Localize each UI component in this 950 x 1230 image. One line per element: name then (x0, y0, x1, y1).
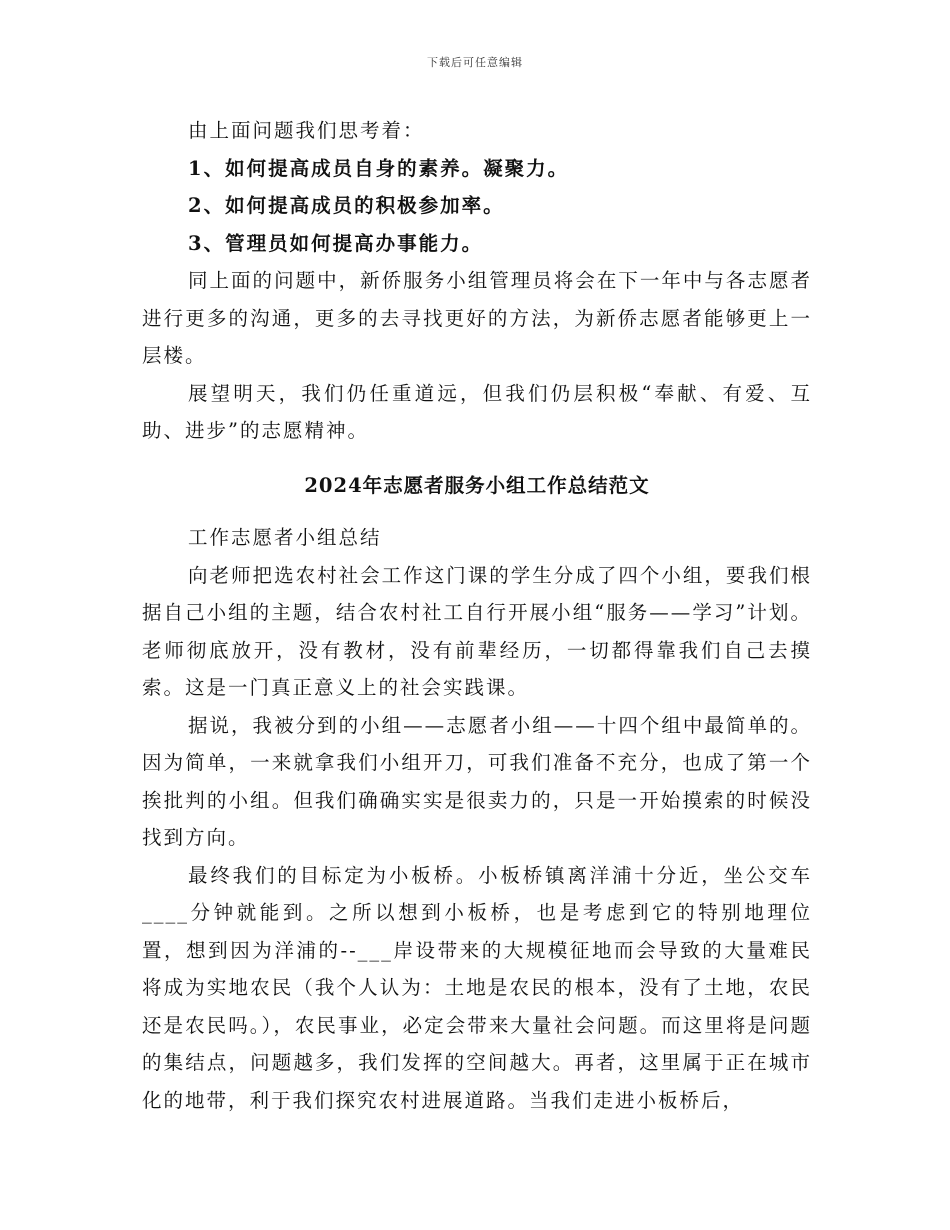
paragraph-intro: 由上面问题我们思考着： (188, 119, 425, 142)
page-header: 下载后可任意编辑 (427, 56, 523, 69)
list-item-3: 3、管理员如何提高办事能力。 (188, 231, 484, 255)
document-body (142, 112, 812, 1119)
section-title: 2024年志愿者服务小组工作总结范文 (304, 473, 650, 497)
paragraph-course: 向老师把选农村社会工作这门课的学生分成了四个小组，要我们根据自己小组的主题，结合农村社工自行开展小组“服务——学习”计划。老师彻底放开，没有教材，没有前辈经历，一切都得靠我们自己去摸索。这是一门真正意义上的社会实践课。 (142, 563, 812, 699)
paragraph-outlook: 展望明天，我们仍任重道远，但我们仍层积极“奉献、有爱、互助、进步”的志愿精神。 (142, 381, 812, 442)
list-item-1: 1、如何提高成员自身的素养。凝聚力。 (188, 156, 570, 180)
paragraph-plan: 同上面的问题中，新侨服务小组管理员将会在下一年中与各志愿者进行更多的沟通，更多的去寻找更好的方法，为新侨志愿者能够更上一层楼。 (142, 269, 812, 367)
list-item-2: 2、如何提高成员的积极参加率。 (188, 194, 505, 217)
paragraph-group: 据说，我被分到的小组——志愿者小组——十四个组中最简单的。因为简单，一来就拿我们小组开刀，可我们准备不充分，也成了第一个挨批判的小组。但我们确确实实是很卖力的，只是一开始摸索的时候没找到方向。 (142, 713, 812, 849)
paragraph-target: 最终我们的目标定为小板桥。小板桥镇离洋浦十分近，坐公交车____分钟就能到。之所以想到小板桥，也是考虑到它的特别地理位置，想到因为洋浦的--___岸设带来的大规模征地而会导致的大量难民将成为实地农民（我个人认为：土地是农民的根本，没有了土地，农民还是农民吗。），农民事业，必定会带来大量社会问题。而这里将是问题的集结点，问题越多，我们发挥的空间越大。再者，这里属于正在城市化的地带，利于我们探究农村进展道路。当我们走进小板桥后， (142, 863, 812, 1112)
section-subtitle: 工作志愿者小组总结 (188, 526, 382, 549)
